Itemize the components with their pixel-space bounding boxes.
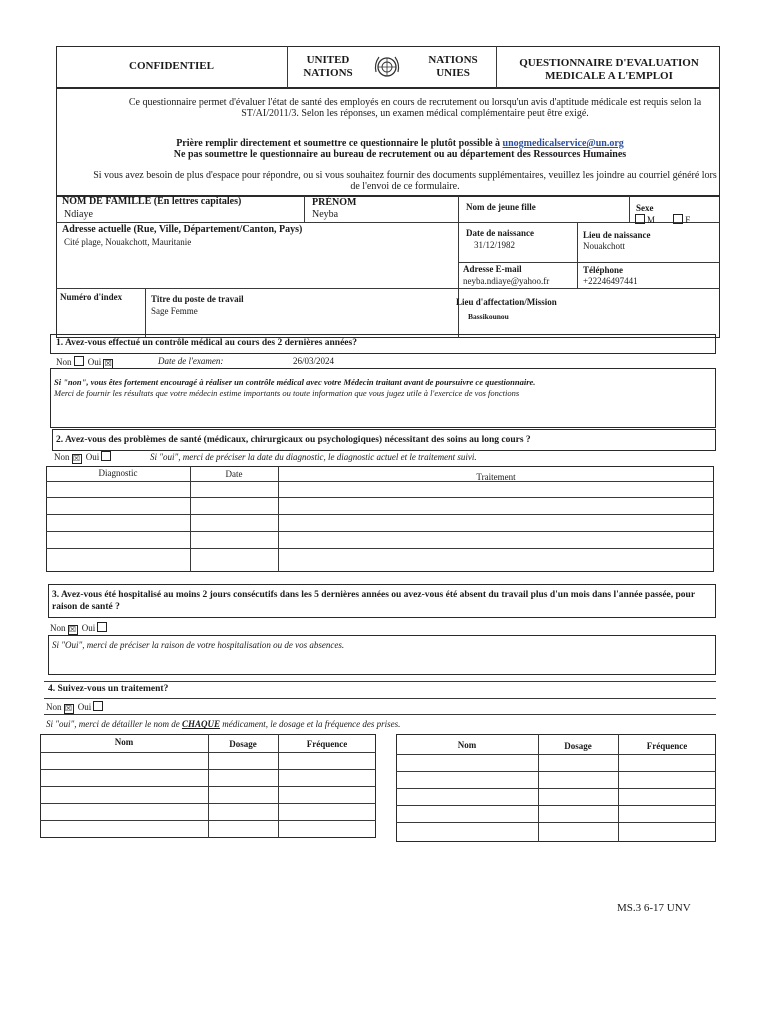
identity-divider [56,222,720,223]
q1-title: 1. Avez-vous effectué un contrôle médical au cours des 2 dernières années? [56,338,357,348]
q4-right-row-line [396,822,716,823]
q4-right-row-line [396,805,716,806]
q2-answer-row [54,451,113,464]
q4-yes-checkbox[interactable] [93,701,103,711]
intro-submit-instruction [100,138,700,149]
lastname-value[interactable]: Ndiaye [64,209,93,220]
q1-no-checkbox[interactable] [74,356,84,366]
q4-right-col-frequence: Fréquence [646,741,688,751]
q1-yes-checkbox[interactable]: ☒ [104,359,112,368]
header-divider [287,46,288,88]
identity-divider [629,196,630,222]
q4-right-row-line [396,771,716,772]
sex-f-checkbox[interactable] [673,214,683,224]
q2-note: Si "oui", merci de préciser la date du diagnostic, le diagnostic actuel et le traitement suivi. [150,452,477,462]
q1-note-bold: Si "non", vous êtes fortement encouragé à réaliser un contrôle médical avec votre Médecin traitant avant de poursuivre ce questionnaire. [54,377,536,387]
q1-date-value[interactable]: 26/03/2024 [293,356,335,366]
dob-label: Date de naissance [466,228,534,238]
q2-no-checkbox[interactable]: ☒ [72,454,81,463]
header-divider [496,46,497,88]
q3-no-checkbox[interactable]: ☒ [68,625,77,634]
q2-no-label: Non [54,452,70,462]
q4-note-pre: Si "oui", merci de détailler le nom de [46,719,182,729]
q3-yes-checkbox[interactable] [97,622,107,632]
q2-col-treatment: Traitement [476,472,516,482]
q4-left-row-line [40,769,376,770]
q4-right-col-dosage: Dosage [564,741,592,751]
q4-left-row-line [40,752,376,753]
q4-note [46,719,400,729]
identity-divider [458,262,720,263]
sex-m-checkbox[interactable] [635,214,645,224]
intro-paragraph: Ce questionnaire permet d'évaluer l'état de santé des employés en cours de recrutement ou lorsqu'un avis d'aptitude médicale est requis selon la ST/AI/2011/3. Selon les réponses, un examen médical complémentaire peut être exigé. [128,97,702,119]
q4-left-col-frequence: Fréquence [306,739,348,749]
sex-label: Sexe [636,203,654,213]
intro-extra-space-note: Si vous avez besoin de plus d'espace pour répondre, ou si vous souhaitez fournir des documents supplémentaires, veuillez les joindre au courriel généré lors de l'envoi de ce formulaire. [93,170,717,192]
q1-notes-box [50,368,716,428]
un-left-label: UNITED NATIONS [303,54,353,79]
q4-top-line [44,681,716,682]
identity-divider [145,288,146,338]
un-right-label: NATIONS UNIES [428,54,478,79]
firstname-label: PRÉNOM [312,197,357,208]
q2-row-line [46,531,714,532]
q4-left-col-nom: Nom [114,737,134,747]
un-emblem-icon [372,52,402,82]
dob-value[interactable]: 31/12/1982 [474,240,516,250]
q2-row-line [46,548,714,549]
form-code: MS.3 6-17 UNV [617,902,691,914]
index-number-label: Numéro d'index [60,292,123,302]
service-email-link[interactable]: unogmedicalservice@un.org [502,138,624,149]
sex-m-label: M [647,215,656,225]
identity-divider [304,196,305,222]
q1-date-label: Date de l'examen: [158,356,224,366]
q4-title: 4. Suivez-vous un traitement? [48,684,169,694]
job-title-label: Titre du poste de travail [151,294,244,304]
address-label: Adresse actuelle (Rue, Ville, Département/Canton, Pays) [62,224,303,235]
phone-value[interactable]: +22246497441 [583,276,638,286]
maiden-name-label: Nom de jeune fille [466,202,536,212]
q2-yes-label: Oui [85,452,100,462]
q3-no-label: Non [50,623,66,633]
q4-right-col-nom: Nom [457,740,477,750]
email-value[interactable]: neyba.ndiaye@yahoo.fr [463,276,550,286]
pob-value[interactable]: Nouakchott [583,241,625,251]
q4-note-bold: CHAQUE [181,719,220,729]
q4-right-row-line [396,754,716,755]
q2-row-line [46,514,714,515]
q3-yes-label: Oui [81,623,96,633]
submit-text: Prière remplir directement et soumettre ce questionnaire le plutôt possible à [176,138,503,149]
q4-divider [44,714,716,715]
firstname-value[interactable]: Neyba [312,209,339,220]
q2-row-line [46,497,714,498]
duty-station-value[interactable]: Bassikounou [468,312,509,321]
email-label: Adresse E-mail [463,264,522,274]
identity-divider [56,288,720,289]
q4-note-post: médicament, le dosage et la fréquence des prises. [219,719,401,729]
q4-answer-row [46,701,105,714]
q1-yes-label: Oui [87,357,102,367]
job-title-value[interactable]: Sage Femme [151,306,198,316]
q4-no-label: Non [46,702,62,712]
phone-label: Téléphone [583,265,624,275]
q4-yes-label: Oui [77,702,92,712]
q4-left-row-line [40,820,376,821]
q2-yes-checkbox[interactable] [101,451,111,461]
address-value[interactable]: Cité plage, Nouakchott, Mauritanie [64,237,192,247]
q4-right-row-line [396,788,716,789]
identity-divider [458,196,459,338]
q4-no-checkbox[interactable]: ☒ [64,704,73,713]
q2-title: 2. Avez-vous des problèmes de santé (médicaux, chirurgicaux ou psychologiques) nécessitant des soins au long cours ? [56,435,531,445]
q3-answer-row [50,622,109,635]
q1-note: Merci de fournir les résultats que votre médecin estime importants ou toute information que vous jugez utile à l'exercice de vos fonctions [54,388,520,398]
q3-note: Si "Oui", merci de préciser la raison de votre hospitalisation ou de vos absences. [52,640,345,650]
form-title: QUESTIONNAIRE D'EVALUATION MEDICALE A L'EMPLOI [519,57,699,82]
pob-label: Lieu de naissance [583,230,651,240]
q3-notes-box [48,635,716,675]
confidential-label: CONFIDENTIEL [129,60,214,72]
q1-no-label: Non [56,357,72,367]
q2-col-diagnostic: Diagnostic [98,468,138,478]
identity-divider [577,222,578,288]
q4-left-col-dosage: Dosage [229,739,257,749]
q4-divider [44,698,716,699]
duty-station-label: Lieu d'affectation/Mission [456,297,557,307]
lastname-label: NOM DE FAMILLE (En lettres capitales) [62,196,242,207]
sex-f-label: F [685,215,691,225]
q2-col-date: Date [225,469,243,479]
q3-title: 3. Avez-vous été hospitalisé au moins 2 jours consécutifs dans les 5 dernières années ou avez-vous été absent du travail plus d'un mois dans l'année passée, pour raison de santé ? [52,590,695,612]
q4-left-row-line [40,786,376,787]
q4-left-row-line [40,803,376,804]
sex-options [633,214,690,225]
intro-warning: Ne pas soumettre le questionnaire au bureau de recrutement ou au département des Ressources Humaines [173,149,627,160]
